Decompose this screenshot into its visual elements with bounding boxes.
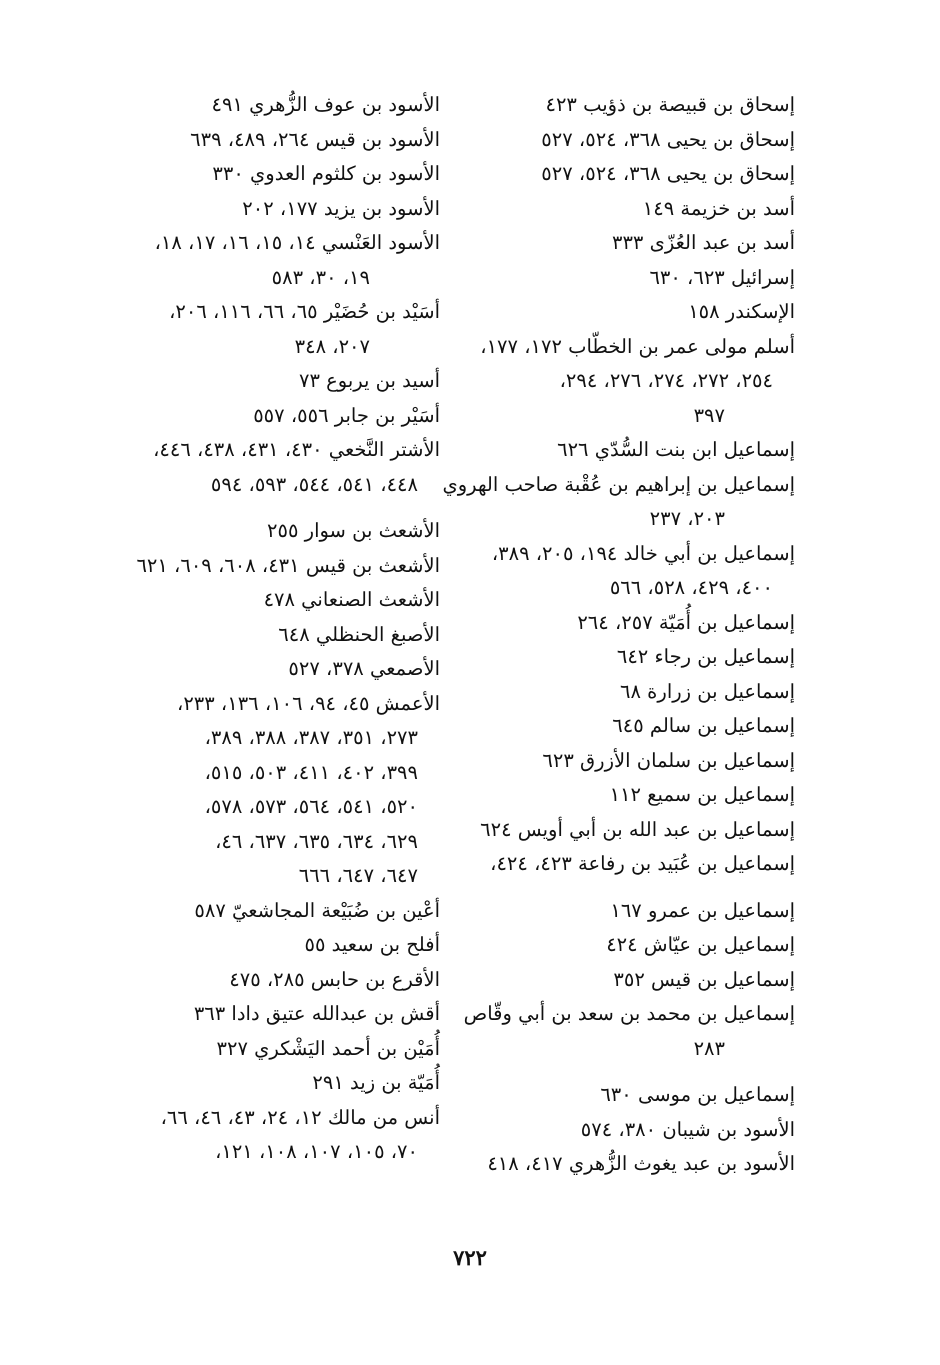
index-entry: أسد بن خزيمة ١٤٩ xyxy=(642,196,795,220)
index-entry-continuation: ١٩، ٣٠، ٥٨٣ xyxy=(271,265,370,289)
index-entry: الأسود بن يزيد ١٧٧، ٢٠٢ xyxy=(242,196,440,220)
index-entry: إسماعيل بن محمد بن سعد بن أبي وقّاص xyxy=(463,1002,795,1025)
index-entry: الأصمعي ٣٧٨، ٥٢٧ xyxy=(288,657,440,680)
index-entry: إسماعيل بن سلمان الأزرق ٦٢٣ xyxy=(542,748,795,772)
left-index-column xyxy=(95,88,440,1170)
index-entry: إسماعيل بن إبراهيم بن عُقْبة صاحب الهروي xyxy=(442,472,795,496)
index-entry: الأسود بن شيبان ٣٨٠، ٥٧٤ xyxy=(580,1117,795,1141)
index-entry-continuation: ٢٠٣، ٢٣٧ xyxy=(649,507,725,530)
index-entry-continuation: ٣٩٩، ٤٠٢، ٤١١، ٥٠٣، ٥١٥، xyxy=(204,760,418,784)
index-entry: إسماعيل بن سميع ١١٢ xyxy=(609,783,795,806)
index-entry-continuation: ٢٨٣ xyxy=(693,1036,725,1060)
index-entry: إسماعيل بن أُمَيّة ٢٥٧، ٢٦٤ xyxy=(577,610,795,634)
index-entry: إسماعيل ابن بنت السُّدّي ٦٢٦ xyxy=(557,438,795,461)
index-entry: أسلم مولى عمر بن الخطّاب ١٧٢، ١٧٧، xyxy=(480,334,795,358)
index-entry-continuation: ٢٧٣، ٣٥١، ٣٨٧، ٣٨٨، ٣٨٩، xyxy=(204,726,418,749)
index-entry: الأسود بن قيس ٢٦٤، ٤٨٩، ٦٣٩ xyxy=(190,127,440,151)
index-entry: إسحاق بن يحيى ٣٦٨، ٥٢٤، ٥٢٧ xyxy=(541,162,795,185)
index-entry-continuation: ٢٥٤، ٢٧٢، ٢٧٤، ٢٧٦، ٢٩٤، xyxy=(559,369,773,392)
index-entry: إسماعيل بن عُبَيد بن رفاعة ٤٢٣، ٤٢٤، xyxy=(490,852,795,875)
index-entry: الأسود بن عوف الزُّهري ٤٩١ xyxy=(211,93,440,116)
index-entry-continuation: ٦٤٧، ٦٤٧، ٦٦٦ xyxy=(298,864,418,887)
index-entry: الأعمش ٤٥، ٩٤، ١٠٦، ١٣٦، ٢٣٣، xyxy=(177,691,440,715)
index-entry: إسماعيل بن عمرو ١٦٧ xyxy=(610,898,795,922)
index-entry-continuation: ٦٢٩، ٦٣٤، ٦٣٥، ٦٣٧، ٤٦، xyxy=(215,829,418,853)
index-entry: أقش بن عبدالله عتيق دادا ٣٦٣ xyxy=(193,1002,440,1025)
index-entry: إسحاق بن يحيى ٣٦٨، ٥٢٤، ٥٢٧ xyxy=(541,127,795,151)
index-entry: إسرائيل ٦٢٣، ٦٣٠ xyxy=(649,265,795,289)
index-entry: أعْين بن ضُبَيْعة المجاشعيّ ٥٨٧ xyxy=(194,898,440,922)
index-entry: أفلح بن سعيد ٥٥ xyxy=(304,933,440,956)
index-entry: أُمَيّة بن زيد ٢٩١ xyxy=(312,1071,440,1094)
index-entry: الإسكندر ١٥٨ xyxy=(688,300,795,323)
index-entry: أسيد بن يربوع ٧٣ xyxy=(298,369,440,392)
index-entry: إسماعيل بن سالم ٦٤٥ xyxy=(612,714,795,737)
index-entry: أسَيْد بن حُضَيْر ٦٥، ٦٦، ١١٦، ٢٠٦، xyxy=(169,300,440,323)
index-entry: إسماعيل بن زرارة ٦٨ xyxy=(620,679,795,703)
index-entry-continuation: ٢٠٧، ٣٤٨ xyxy=(294,334,370,358)
index-entry: الأسود بن عبد يغوث الزُّهري ٤١٧، ٤١٨ xyxy=(487,1152,795,1175)
index-entry: الأشعث الصنعاني ٤٧٨ xyxy=(263,588,440,611)
right-index-column xyxy=(442,88,795,1182)
index-entry-continuation: ٥٢٠، ٥٤١، ٥٦٤، ٥٧٣، ٥٧٨، xyxy=(204,795,418,818)
index-entry: الأقرع بن حابس ٢٨٥، ٤٧٥ xyxy=(229,967,440,991)
index-entry: أنس من مالك ١٢، ٢٤، ٤٣، ٤٦، ٦٦، xyxy=(160,1105,440,1129)
index-entry: الأشعث بن سوار ٢٥٥ xyxy=(267,519,440,542)
page-number: ٧٢٢ xyxy=(453,1245,487,1270)
index-entry: إسماعيل بن رجاء ٦٤٢ xyxy=(616,645,795,668)
index-entry-continuation: ٤٠٠، ٤٢٩، ٥٢٨، ٥٦٦ xyxy=(609,576,773,599)
index-entry-continuation: ٤٤٨، ٥٤١، ٥٤٤، ٥٩٣، ٥٩٤ xyxy=(210,472,418,496)
index-entry: إسماعيل بن عيّاش ٤٢٤ xyxy=(606,933,795,956)
index-entry: الأسود بن كلثوم العدوي ٣٣٠ xyxy=(212,162,440,185)
index-entry: إسماعيل بن أبي خالد ١٩٤، ٢٠٥، ٣٨٩، xyxy=(491,541,795,565)
index-entry: الأشعث بن قيس ٤٣١، ٦٠٨، ٦٠٩، ٦٢١ xyxy=(136,553,440,577)
index-entry: إسماعيل بن عبد الله بن أبي أويس ٦٢٤ xyxy=(480,817,795,841)
index-entry-continuation: ٣٩٧ xyxy=(693,403,725,427)
index-entry: أُمَيْن بن أحمد اليَشْكري ٣٢٧ xyxy=(216,1036,440,1060)
index-entry: الأصبغ الحنظلي ٦٤٨ xyxy=(278,622,440,646)
index-entry-continuation: ٧٠، ١٠٥، ١٠٧، ١٠٨، ١٢١، xyxy=(215,1140,418,1163)
index-entry: إسحاق بن قبيصة بن ذؤيب ٤٢٣ xyxy=(545,93,795,116)
index-entry: إسماعيل بن قيس ٣٥٢ xyxy=(613,967,795,991)
index-entry: الأسود العَنْسي ١٤، ١٥، ١٦، ١٧، ١٨، xyxy=(154,231,440,254)
index-entry: إسماعيل بن موسى ٦٣٠ xyxy=(600,1083,795,1106)
index-entry: أسَيْر بن جابر ٥٥٦، ٥٥٧ xyxy=(253,403,440,427)
index-entry: أسد بن عبد العُزّى ٣٣٣ xyxy=(611,231,795,254)
index-entry: الأشتر النَّخعي ٤٣٠، ٤٣١، ٤٣٨، ٤٤٦، xyxy=(153,438,440,461)
